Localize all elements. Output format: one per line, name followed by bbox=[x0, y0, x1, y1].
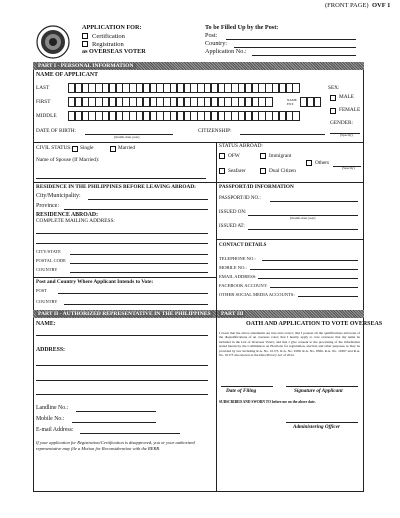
civil-status-label: CIVIL STATUS: bbox=[36, 145, 72, 151]
part1-header: PART I - PERSONAL INFORMATION bbox=[33, 62, 364, 70]
rep-mobile-label: Mobile No.: bbox=[36, 416, 65, 422]
mobile-field[interactable] bbox=[250, 269, 358, 270]
mobile-label: MOBILE NO.: bbox=[219, 265, 247, 270]
issued-at-field[interactable] bbox=[248, 229, 358, 230]
part3-header: PART III bbox=[216, 310, 364, 318]
letter-box[interactable] bbox=[292, 111, 299, 121]
telephone-label: TELEPHONE NO.: bbox=[219, 256, 256, 261]
divider bbox=[33, 182, 364, 183]
country-field[interactable] bbox=[234, 47, 356, 48]
page-tag: (FRONT PAGE) bbox=[325, 2, 369, 9]
immigrant-checkbox[interactable] bbox=[260, 153, 266, 159]
letter-box[interactable] bbox=[265, 97, 272, 107]
rep-address-label: ADDRESS: bbox=[36, 347, 65, 353]
city-label: City/Municipality: bbox=[36, 193, 81, 199]
single-label: Single bbox=[80, 145, 94, 151]
rep-email-field[interactable] bbox=[80, 433, 180, 434]
divider bbox=[33, 142, 364, 143]
overseas-voter-label: as OVERSEAS VOTER bbox=[82, 48, 146, 55]
social-media-field[interactable] bbox=[298, 296, 358, 297]
letter-box[interactable] bbox=[292, 83, 299, 93]
rep-email-label: E-mail Address: bbox=[36, 427, 74, 433]
rep-landline-field[interactable] bbox=[76, 411, 156, 412]
vote-country-label: COUNTRY bbox=[36, 299, 58, 304]
middle-name-label: MIDDLE bbox=[36, 113, 57, 119]
female-label: FEMALE bbox=[339, 107, 361, 113]
passport-no-label: PASSPORT/ID NO.: bbox=[219, 196, 261, 201]
city-state-label: CITY/STATE bbox=[36, 249, 61, 254]
contact-title: CONTACT DETAILS bbox=[219, 243, 267, 248]
last-name-label: LAST bbox=[36, 85, 50, 91]
reconsideration-note: If your application for Registration/Certification is disapproved, you or your authorized representative may file a Motion for Reconsideration with the RERB. bbox=[36, 440, 195, 451]
postal-code-field[interactable] bbox=[70, 263, 208, 264]
dob-hint: (month-date-year) bbox=[114, 135, 140, 139]
country-label: Country: bbox=[205, 40, 228, 47]
rep-mobile-field[interactable] bbox=[72, 422, 156, 423]
single-checkbox[interactable] bbox=[72, 146, 78, 152]
ofw-label: OFW bbox=[228, 153, 240, 159]
rep-address-line-2[interactable] bbox=[36, 380, 208, 381]
telephone-field[interactable] bbox=[262, 260, 358, 261]
ofw-checkbox[interactable] bbox=[219, 153, 225, 159]
others-label: Others bbox=[315, 160, 330, 166]
rep-address-line-3[interactable] bbox=[36, 394, 208, 395]
issued-at-label: ISSUED AT: bbox=[219, 224, 245, 229]
sex-label: SEX: bbox=[328, 85, 340, 91]
application-no-field[interactable] bbox=[252, 55, 356, 56]
address-line-2[interactable] bbox=[36, 243, 208, 244]
divider bbox=[216, 310, 217, 492]
officer-label: Administering Officer bbox=[293, 424, 341, 430]
signature-field[interactable] bbox=[286, 386, 358, 387]
spouse-label: Name of Spouse (If Married): bbox=[36, 157, 100, 163]
rep-address-line-1[interactable] bbox=[36, 365, 208, 366]
signature-label: Signature of Applicant bbox=[294, 388, 343, 394]
passport-title: PASSPORT/ID INFORMATION bbox=[219, 184, 294, 190]
facebook-field[interactable] bbox=[270, 287, 358, 288]
subscribed-text: SUBSCRIBED AND SWORN TO before me on the above date. bbox=[219, 400, 316, 404]
post-field[interactable] bbox=[226, 39, 356, 40]
others-checkbox[interactable] bbox=[306, 160, 312, 166]
application-no-label: Application No.: bbox=[205, 48, 247, 55]
name-of-applicant-heading: NAME OF APPLICANT bbox=[36, 72, 98, 78]
certification-label: Certification bbox=[92, 33, 125, 40]
country-abroad-field[interactable] bbox=[70, 272, 208, 273]
country-abroad-label: COUNTRY bbox=[36, 267, 58, 272]
registration-label: Registration bbox=[92, 41, 124, 48]
middle-name-boxes[interactable] bbox=[68, 111, 299, 121]
city-field[interactable] bbox=[88, 199, 208, 200]
male-label: MALE bbox=[339, 94, 355, 100]
male-checkbox[interactable] bbox=[330, 95, 336, 101]
mailing-address-label: COMPLETE MAILING ADDRESS: bbox=[36, 218, 115, 224]
vote-post-label: POST bbox=[36, 288, 48, 293]
divider bbox=[216, 182, 217, 310]
social-media-label: OTHER SOCIAL MEDIA ACCOUNTS: bbox=[219, 292, 295, 297]
vote-country-field[interactable] bbox=[64, 304, 208, 305]
issued-on-label: ISSUED ON: bbox=[219, 210, 247, 215]
vote-location-title: Post and Country Where Applicant Intends to Vote: bbox=[36, 279, 154, 285]
part2-header: PART II - AUTHORIZED REPRESENTATIVE IN THE PHILIPPINES bbox=[33, 310, 216, 318]
passport-no-field[interactable] bbox=[270, 201, 358, 202]
application-for-label: APPLICATION FOR: bbox=[82, 24, 142, 31]
residence-abroad-title: RESIDENCE ABROAD: bbox=[36, 212, 99, 218]
seafarer-checkbox[interactable] bbox=[219, 168, 225, 174]
seafarer-label: Seafarer bbox=[228, 168, 246, 174]
married-label: Married bbox=[118, 145, 136, 151]
name-ext-boxes[interactable] bbox=[300, 97, 320, 107]
postal-code-label: POSTAL CODE bbox=[36, 258, 66, 263]
certification-checkbox[interactable] bbox=[82, 33, 88, 39]
date-filing-field[interactable] bbox=[221, 386, 273, 387]
last-name-boxes[interactable] bbox=[68, 83, 299, 93]
citizenship-label: CITIZENSHIP: bbox=[198, 128, 232, 134]
comelec-seal-logo bbox=[36, 25, 70, 59]
province-label: Province: bbox=[36, 203, 59, 209]
officer-signature-field[interactable] bbox=[286, 422, 358, 423]
citizenship-field[interactable] bbox=[240, 134, 325, 135]
email-field[interactable] bbox=[258, 278, 358, 279]
immigrant-label: Immigrant bbox=[269, 153, 292, 159]
facebook-label: FACEBOOK ACCOUNT: bbox=[219, 283, 268, 288]
form-code: OVF 1 bbox=[372, 2, 391, 9]
spouse-field[interactable] bbox=[36, 178, 206, 179]
rep-name-label: NAME: bbox=[36, 321, 56, 327]
divider bbox=[216, 239, 364, 240]
date-filing-label: Date of Filing bbox=[226, 388, 257, 394]
dual-citizen-checkbox[interactable] bbox=[260, 168, 266, 174]
registration-checkbox[interactable] bbox=[82, 41, 88, 47]
province-field[interactable] bbox=[64, 209, 208, 210]
rep-landline-label: Landline No.: bbox=[36, 405, 69, 411]
others-hint: (Specify) bbox=[342, 166, 355, 170]
letter-box[interactable] bbox=[314, 97, 321, 107]
city-state-field[interactable] bbox=[70, 254, 208, 255]
address-line-1[interactable] bbox=[36, 233, 208, 234]
first-name-label: FIRST bbox=[36, 99, 51, 105]
issued-on-hint: (month-date-year) bbox=[290, 216, 316, 220]
divider bbox=[216, 142, 217, 182]
first-name-boxes[interactable] bbox=[68, 97, 272, 107]
married-checkbox[interactable] bbox=[110, 146, 116, 152]
vote-post-field[interactable] bbox=[58, 293, 208, 294]
oath-text: I swear that the above statements are true and correct; that I possess all the qualifications and none of the disqualifications of an overseas voter; that I hereby apply to vote overseas; that my name be included in the List of Overseas Voters; and that I give consent to the processing of the information stated herein by the Commission on Elections for registration, election and other purposes as may be provided by law including R.A. No. 10173, R.A. No. 9189, R.A. No. 9369, R.A. No. 10367 and R.A. No. 10173 also known as the Data Privacy Act of 2012. bbox=[219, 331, 360, 358]
post-label: Post: bbox=[205, 32, 218, 39]
residence-ph-title: RESIDENCE IN THE PHILIPPINES BEFORE LEAVING ABROAD: bbox=[36, 184, 196, 190]
name-ext-label: NAME EXT. bbox=[287, 98, 297, 106]
dob-label: DATE OF BIRTH: bbox=[36, 128, 76, 134]
oath-title: OATH AND APPLICATION TO VOTE OVERSEAS bbox=[246, 321, 383, 327]
email-label: EMAIL ADDRESS: bbox=[219, 274, 257, 279]
post-fill-title: To be Filled Up by the Post: bbox=[205, 24, 279, 31]
dual-citizen-label: Dual Citizen bbox=[269, 168, 296, 174]
gender-hint: (Specify) bbox=[340, 133, 353, 137]
divider bbox=[33, 277, 216, 278]
rep-name-field[interactable] bbox=[36, 335, 208, 336]
status-abroad-label: STATUS ABROAD: bbox=[219, 143, 263, 149]
gender-label: GENDER: bbox=[330, 120, 353, 126]
female-checkbox[interactable] bbox=[330, 108, 336, 114]
